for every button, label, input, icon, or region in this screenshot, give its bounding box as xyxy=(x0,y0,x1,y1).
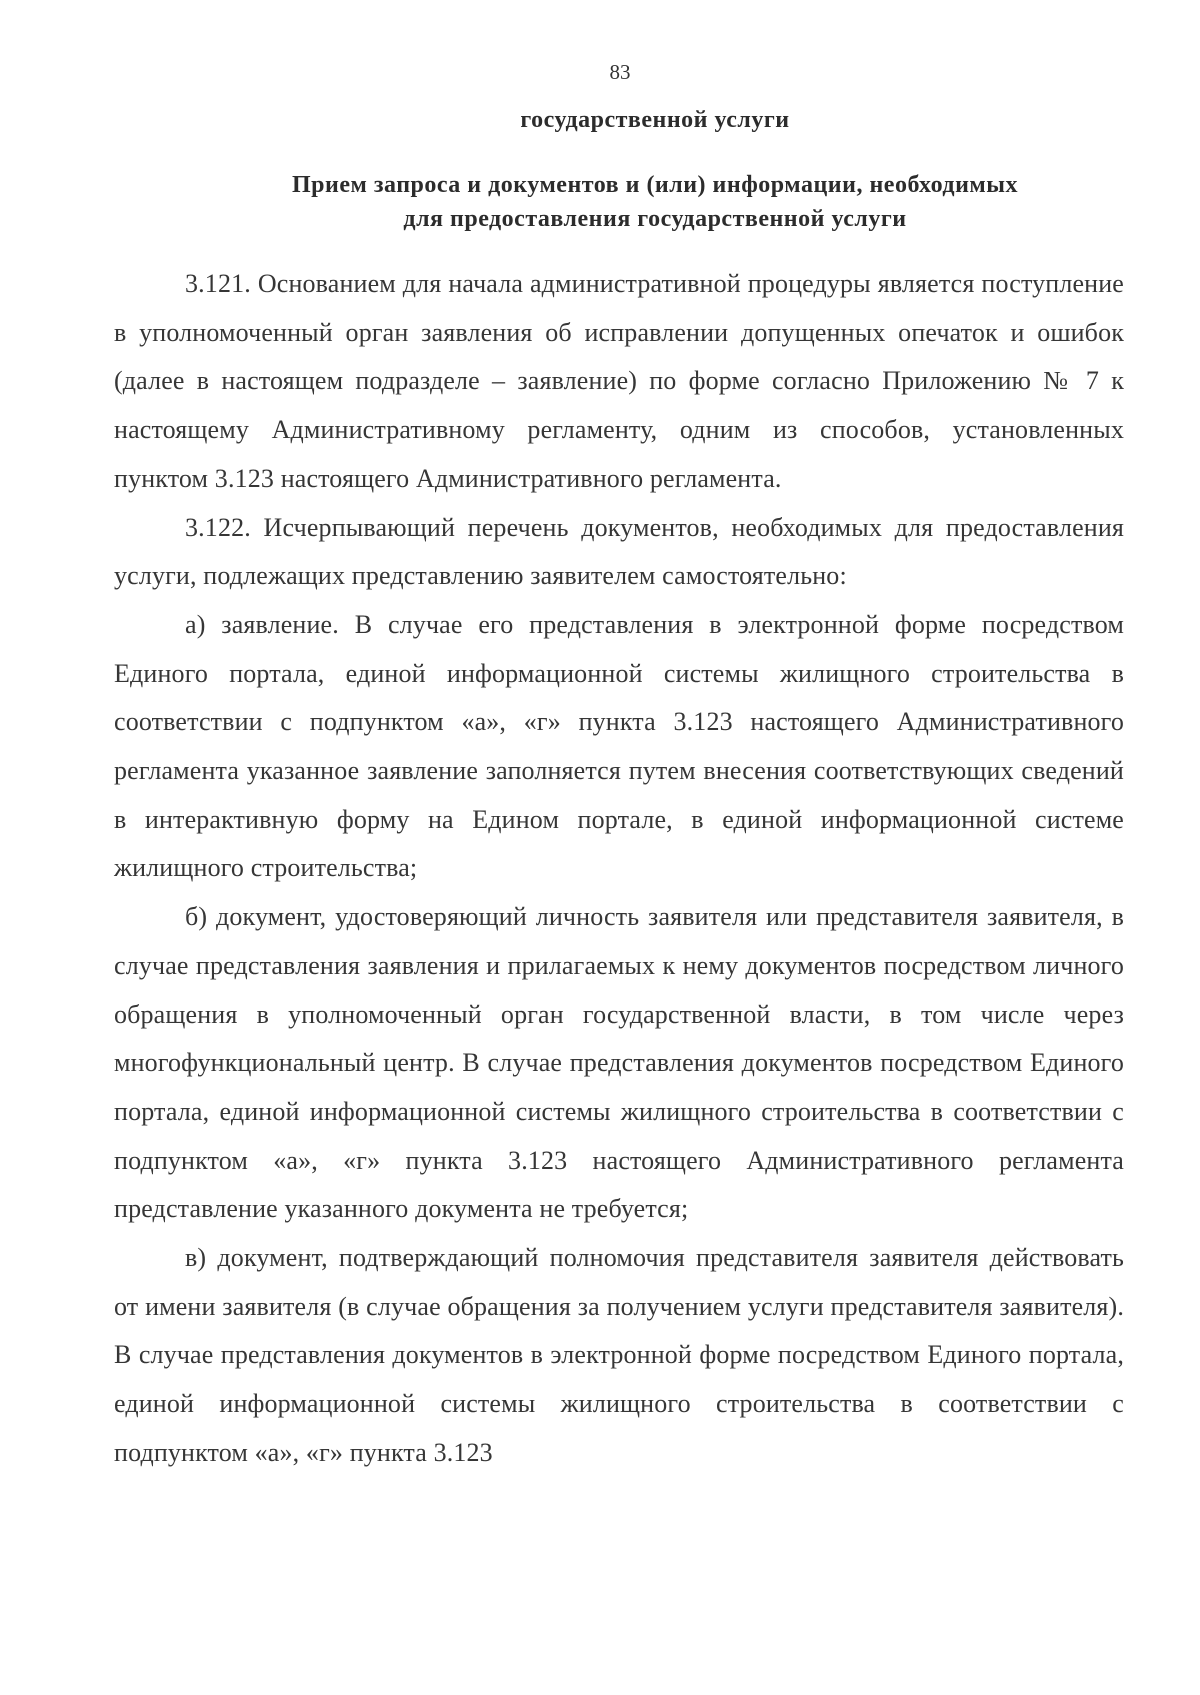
paragraph-3-122: 3.122. Исчерпывающий перечень документов, необходимых для предоставления услуги, подлежащих представлению заявителем самостоятельно: xyxy=(114,512,1124,591)
page-number: 83 xyxy=(609,60,631,84)
paragraph-3-121: 3.121. Основанием для начала административной процедуры является поступление в уполномоченный орган заявления об исправлении допущенных опечаток и ошибок (далее в настоящем подразделе – заявление) по форме согласно Приложению № 7 к настоящему Административному регламенту, одним из способов, установленных пунктом 3.123 настоящего Административного регламента. xyxy=(114,269,1124,493)
paragraph-item-v: в) документ, подтверждающий полномочия представителя заявителя действовать от имени заявителя (в случае обращения за получением услуги представителя заявителя). В случае представления документов в электронной форме посредством Единого портала, единой информационной системы жилищного строительства в соответствии с подпунктом «а», «г» пункта 3.123 xyxy=(114,1243,1124,1467)
subsection-heading-line-1: Прием запроса и документов и (или) информации, необходимых xyxy=(292,172,1018,198)
subsection-heading-line-2: для предоставления государственной услуги xyxy=(403,206,907,232)
paragraph-item-a: а) заявление. В случае его представления в электронной форме посредством Единого портала, единой информационной системы жилищного строительства в соответствии с подпунктом «а», «г» пункта 3.123 настоящего Административного регламента указанное заявление заполняется путем внесения соответствующих сведений в интерактивную форму на Едином портале, в единой информационной системе жилищного строительства; xyxy=(114,609,1124,883)
body-text xyxy=(114,260,1124,1478)
subsection-heading xyxy=(150,168,1160,236)
section-heading-continued: государственной услуги xyxy=(520,107,790,133)
paragraph-item-b: б) документ, удостоверяющий личность заявителя или представителя заявителя, в случае представления заявления и прилагаемых к нему документов посредством личного обращения в уполномоченный орган государственной власти, в том числе через многофункциональный центр. В случае представления документов посредством Единого портала, единой информационной системы жилищного строительства в соответствии с подпунктом «а», «г» пункта 3.123 настоящего Административного регламента представление указанного документа не требуется; xyxy=(114,902,1124,1224)
